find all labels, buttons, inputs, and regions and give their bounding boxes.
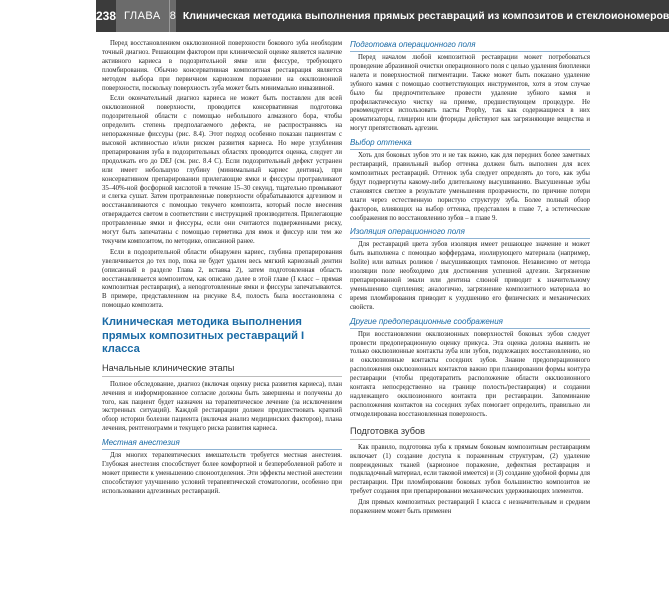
subsection-heading: Начальные клинические этапы	[102, 363, 342, 377]
paragraph: Полное обследование, диагноз (включая оценку риска развития кариеса), план лечения и информированное согласие должны быть завершены и получены до того, как пациент будет назначен на терапевтическое лечение (за исключением экстренных ситуаций). Каждой реставрации должен предшествовать краткий обзор истории болезни пациента (включая анализ медицинских факторов), плана лечения, рентгенограмм и текущего риска развития кариеса.	[102, 380, 342, 433]
paragraph: Для прямых композитных реставраций I класса с незначительным и средним поражением может быть применен	[350, 499, 590, 516]
paragraph: Хоть для боковых зубов это и не так важно, как для передних более заметных реставраций, правильный выбор оттенка должен быть выполнен для всех композитных реставраций. Оттенок зуба следует определять до того, как зубы будут подвергнуты какому-либо длительному высушиванию. Высушенные зубы становятся светлее в результате уменьшения прозрачности, по причине потери влаги через естественную пористую структуру зуба. Более полный обзор факторов, влияющих на выбор оттенка, представлен в главе 7, а эстетические соображения по восстановлению зубов – в главе 9.	[350, 152, 590, 222]
page-number: 238	[96, 0, 116, 32]
topic-heading: Местная анестезия	[102, 438, 342, 450]
topic-heading: Подготовка операционного поля	[350, 40, 590, 52]
running-header	[96, 0, 669, 32]
paragraph: Как правило, подготовка зуба к прямым боковым композитным реставрациям включает (1) создание доступа к пораженным структурам, (2) удаление поврежденных тканей (кариозное поражение, дефектная реставрация и подкладочный материал, если таковой имеется) и (3) создание удобной формы для реставрации. При пломбировании боковых зубов большинство композитов не требует создания при препарировании механических удерживающих элементов.	[350, 443, 590, 496]
right-column	[350, 40, 590, 600]
paragraph: Перед восстановлением окклюзионной поверхности бокового зуба необходим точный диагноз. Решающим фактором при клинической оценке является наличие активного кариеса в подозрительной ямке или фиссуре, требующего пломбирования. Обычно консервативная композитная реставрация является методом выбора при первичном кариозном поражении на окклюзионной поверхности, поскольку поверхность зуба может быть минимально инвазивной.	[102, 40, 342, 92]
subsection-heading: Подготовка зубов	[350, 426, 590, 440]
paragraph: Если в подозрительной области обнаружен кариес, глубина препарирования увеличивается до тех пор, пока не будет удален весь мягкий кариозный дентин (описанный в разделе Глава 2, вставка 2), затем подготовленная область восстанавливается композитом, как описано далее в этой главе (I класс – прямая композитная реставрация), а неподготовленные ямки и фиссуры запечатываются. В примере, представленном на рисунке 8.4, полость была восстановлена с помощью композита.	[102, 248, 342, 310]
left-column	[102, 40, 342, 600]
chapter-title: Клиническая методика выполнения прямых реставраций из композитов и стеклоиономеров	[176, 0, 669, 32]
paragraph: Для многих терапевтических вмешательств требуется местная анестезия. Глубокая анестезия способствует более комфортной и безпереболевной работе и может привести к уменьшению слюноотделения. Эти эффекты местной анестезии способствуют улучшению условий терапевтической стоматологии, особенно при использовании адгезивных реставраций.	[102, 452, 342, 495]
paragraph: Для реставраций цвета зубов изоляция имеет решающее значение и может быть выполнена с помощью коффердама, изолирующего материала (например, Isolite) или ватных роликов / высушивающих тампонов. Независимо от метода изоляции поле необходимо для достижения успешной адгезии. Загрязнение препарированной эмали или дентина слюной приводит к значительному уменьшению сцепления; аналогично, загрязнение композитного материала во время пломбирования приводит к ухудшению его физических и механических свойств.	[350, 241, 590, 311]
topic-heading: Изоляция операционного поля	[350, 227, 590, 239]
paragraph: Если окончательный диагноз кариеса не может быть поставлен для всей окклюзионной поверхности, проводится консервативная подготовка подозрительной области с помощью небольшого алмазного бора, чтобы определить степень предполагаемого дефекта, не распространяясь на непораженные фиссуры (рис. 8.4). Этот подход особенно показан пациентам с высокой активностью и/или риском развития кариеса. Но мере углубления препарирования зуба в подозрительных областях проводится оценка, следует ли продолжать его до DEJ (см. рис. 8.4 С). Если подозрительный дефект устранен или имеет небольшую глубину (минимальный кариес дентина), при консервативном препарировании прилегающие ямки и фиссуры протравливают 35–40%-ной фосфорной кислотой в течение 15–30 секунд, тщательно промывают и слегка сушат. Затем протравленные поверхности обрабатываются адгезивом и восстанавливаются с помощью текучего композита, который после внесения отверждается светом в соответствии с инструкцией производителя. Прилегающие протравленные ямки и фиссуры, если они считаются подверженными риску, могут быть запечатаны с помощью герметика для ямок и фиссур или тем же текучим композитом, по методике, описанной ранее.	[102, 95, 342, 245]
paragraph: При восстановлении окклюзионных поверхностей боковых зубов следует провести предоперационную оценку прикуса. Эта оценка должна выявить не только окклюзионные контакты зуба или зубов, подлежащих восстановлению, но и окклюзионные контакты соседних зубов. Знание предоперационного расположения окклюзионных контактов важно при планировании формы контура реставрации (чтобы предотвратить расположение области окклюзионного контакта непосредственно на границе полость/реставрация) и создании надлежащего окклюзионного контакта при реставрации. Запоминание расположения контактов на соседних зубах помогает определить, правильно ли отмоделирована восстановленная поверхность.	[350, 330, 590, 418]
chapter-number: 8	[169, 0, 176, 32]
paragraph: Перед началом любой композитной реставрации может потребоваться проведение абразивной очистки операционного поля с целью удаления биопленки налета и поверхностной пигментации. Также может быть показано удаление зубного камня с помощью соответствующих инструментов, хотя в этом случае было бы предпочтительнее провести удаление зубного камня и профилактическую чистку на приеме, предшествующем процедуре. Не рекомендуется использовать пасты Prophy, так как содержащиеся в них ароматизаторы, глицерин или фториды действуют как загрязняющие вещества и могут препятствовать адгезии.	[350, 54, 590, 133]
section-heading: Клиническая методика выполнения прямых композитных реставраций I класса	[102, 316, 305, 356]
chapter-label: ГЛАВА	[116, 0, 169, 32]
topic-heading: Другие предоперационные соображения	[350, 317, 590, 329]
topic-heading: Выбор оттенка	[350, 138, 590, 150]
